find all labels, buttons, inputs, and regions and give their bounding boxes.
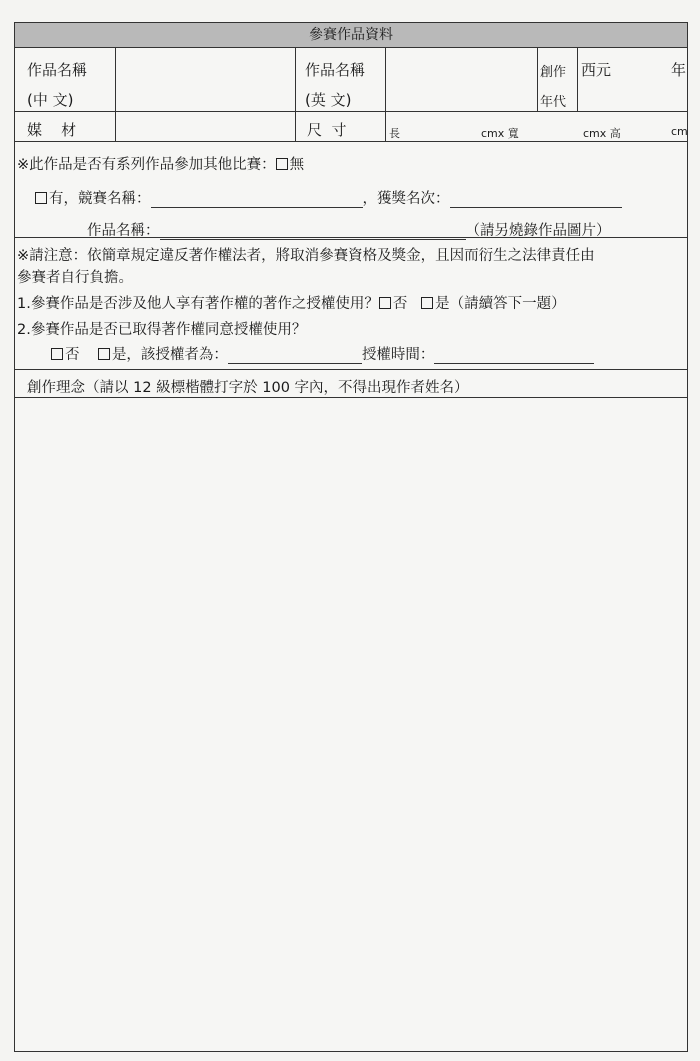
series-yes-line: 有，競賽名稱： ，獲獎名次： (35, 187, 622, 208)
medium-field[interactable] (117, 113, 293, 139)
year-label: 創作 (540, 65, 567, 80)
series-yes-checkbox[interactable] (35, 192, 47, 204)
length-label: 長 (389, 127, 400, 140)
competition-name-field[interactable] (151, 191, 363, 208)
year-sublabel: 年代 (540, 95, 567, 110)
q1-yes-checkbox[interactable] (421, 297, 433, 309)
concept-text-area[interactable] (17, 399, 685, 1049)
question-1: 1.參賽作品是否涉及他人享有著作權的著作之授權使用？ 否 是（請續答下一題） (17, 296, 566, 312)
work-name-en-field[interactable] (387, 49, 537, 109)
license-time-field[interactable] (434, 347, 594, 364)
concept-label: 創作理念（請以 12 級標楷體打字於 100 字內，不得出現作者姓名） (27, 380, 469, 396)
year-suffix: 年 (671, 61, 687, 79)
medium-label: 媒 材 (27, 121, 77, 139)
work-name-cn-sublabel: (中 文) (27, 91, 74, 109)
notice-line-2: 參賽者自行負擔。 (17, 270, 133, 286)
year-prefix: 西元 (581, 61, 612, 79)
q2-no-checkbox[interactable] (51, 348, 63, 360)
work-name-cn-field[interactable] (117, 49, 293, 109)
cm-label: cm (671, 125, 688, 138)
cm-width-label: cmx 寬 (481, 127, 519, 140)
cm-height-label: cmx 高 (583, 127, 621, 140)
question-2: 2.參賽作品是否已取得著作權同意授權使用？ (17, 322, 307, 338)
question-2-answer: 否 是，該授權者為： 授權時間： (51, 343, 594, 364)
size-label: 尺 寸 (307, 121, 347, 139)
notice-line-1: ※請注意：依簡章規定違反著作權法者，將取消參賽資格及獎金，且因而衍生之法律責任由 (17, 248, 595, 264)
q2-yes-checkbox[interactable] (98, 348, 110, 360)
work-name-cn-label: 作品名稱 (27, 61, 88, 79)
entry-form (14, 22, 688, 1052)
q1-no-checkbox[interactable] (379, 297, 391, 309)
licensor-field[interactable] (228, 347, 362, 364)
series-no-checkbox[interactable] (276, 158, 288, 170)
series-work-line: 作品名稱： （請另燒錄作品圖片） (87, 223, 611, 239)
award-rank-field[interactable] (450, 191, 622, 208)
series-question: ※此作品是否有系列作品參加其他比賽： 無 (17, 157, 305, 173)
work-name-en-label: 作品名稱 (305, 61, 366, 79)
work-name-en-sublabel: (英 文) (305, 91, 352, 109)
form-title: 參賽作品資料 (15, 23, 687, 48)
